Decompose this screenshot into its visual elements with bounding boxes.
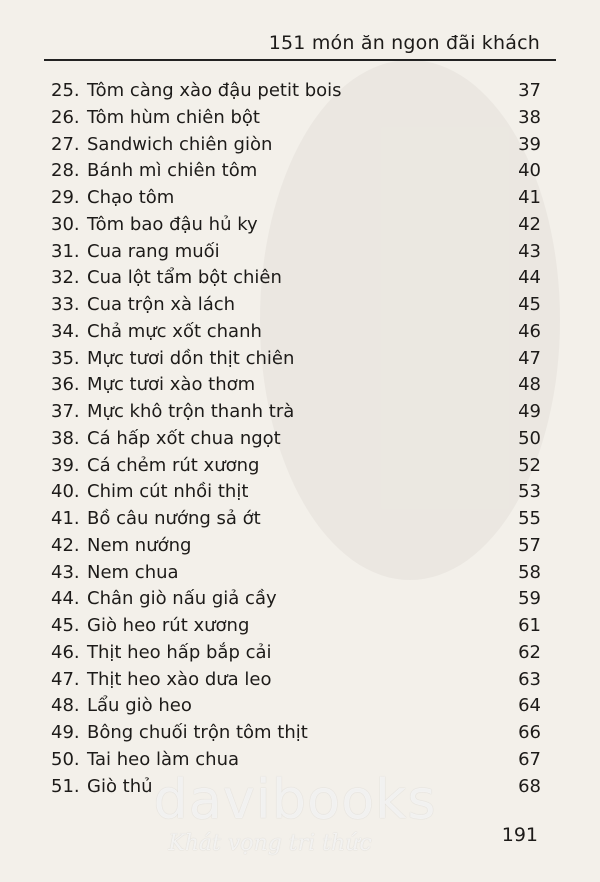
toc-entry — [51, 105, 541, 132]
entry-page-number: 61 — [518, 615, 541, 636]
entry-title: Cá chẻm rút xương — [87, 454, 260, 476]
entry-number: 25. — [51, 80, 80, 101]
entry-title: Chả mực xốt chanh — [87, 320, 262, 342]
entry-title: Chạo tôm — [87, 187, 175, 208]
toc-entry — [51, 426, 541, 453]
entry-number: 38. — [51, 427, 80, 449]
toc-entry — [51, 265, 541, 292]
toc-entry — [51, 372, 541, 399]
toc-entry — [51, 560, 541, 587]
entry-page-number: 66 — [518, 722, 541, 743]
entry-number: 34. — [51, 320, 80, 342]
entry-title: Bông chuối trộn tôm thịt — [87, 722, 308, 743]
entry-title: Mực tươi dồn thịt chiên — [87, 347, 295, 369]
entry-title: Giò heo rút xương — [87, 615, 250, 636]
toc-entry — [51, 453, 541, 480]
watermark-brand: davibooks — [153, 768, 437, 831]
entry-title: Cua rang muối — [87, 240, 220, 262]
entry-number: 30. — [51, 213, 80, 235]
entry-title: Mực tươi xào thơm — [87, 374, 256, 396]
entry-number: 47. — [51, 668, 80, 690]
entry-number: 27. — [51, 133, 80, 155]
entry-number: 29. — [51, 187, 80, 208]
entry-number: 36. — [51, 374, 80, 396]
toc-entry — [51, 292, 541, 319]
toc-entry — [51, 586, 541, 613]
entry-title: Cua trộn xà lách — [87, 294, 236, 315]
entry-page-number: 52 — [518, 454, 541, 476]
entry-number: 35. — [51, 347, 80, 369]
entry-page-number: 49 — [518, 401, 541, 422]
entry-page-number: 41 — [518, 187, 541, 208]
entry-page-number: 67 — [518, 748, 541, 770]
toc-entry — [51, 613, 541, 640]
entry-page-number: 63 — [518, 668, 541, 690]
entry-page-number: 43 — [518, 240, 541, 262]
toc-entry — [51, 132, 541, 159]
entry-number: 42. — [51, 534, 80, 556]
entry-number: 45. — [51, 615, 80, 636]
entry-page-number: 38 — [518, 106, 541, 128]
toc-entry — [51, 185, 541, 212]
entry-title: Nem chua — [87, 561, 179, 583]
entry-title: Lẩu giò heo — [87, 695, 192, 717]
entry-number: 32. — [51, 267, 80, 289]
toc-entry — [51, 693, 541, 720]
watermark-slogan: Khát vọng tri thức — [168, 831, 372, 856]
entry-title: Tai heo làm chua — [87, 748, 240, 770]
toc-entry — [51, 346, 541, 373]
entry-number: 37. — [51, 401, 80, 422]
header-divider — [44, 59, 556, 61]
entry-number: 48. — [51, 695, 80, 717]
entry-number: 28. — [51, 160, 80, 182]
toc-entry — [51, 533, 541, 560]
toc-entry — [51, 479, 541, 506]
toc-entry — [51, 78, 541, 105]
entry-page-number: 44 — [518, 267, 541, 289]
entry-page-number: 40 — [518, 160, 541, 182]
entry-number: 39. — [51, 454, 80, 476]
entry-number: 26. — [51, 106, 80, 128]
entry-page-number: 37 — [518, 80, 541, 101]
entry-page-number: 39 — [518, 133, 541, 155]
entry-title: Thịt heo xào dưa leo — [87, 668, 272, 690]
running-header-title: 151 món ăn ngon đãi khách — [268, 32, 540, 54]
page-number: 191 — [501, 824, 538, 846]
entry-title: Thịt heo hấp bắp cải — [87, 641, 272, 663]
entry-page-number: 57 — [518, 534, 541, 556]
toc-entry — [51, 720, 541, 747]
entry-title: Tôm càng xào đậu petit bois — [87, 80, 342, 101]
entry-page-number: 68 — [518, 775, 541, 797]
entry-page-number: 42 — [518, 213, 541, 235]
toc-entry — [51, 640, 541, 667]
toc-entry — [51, 506, 541, 533]
toc-entry — [51, 399, 541, 426]
entry-page-number: 46 — [518, 320, 541, 342]
entry-number: 40. — [51, 481, 80, 503]
entry-page-number: 64 — [518, 695, 541, 717]
entry-page-number: 47 — [518, 347, 541, 369]
entry-number: 43. — [51, 561, 80, 583]
entry-title: Bồ câu nướng sả ớt — [87, 508, 261, 529]
entry-title: Cá hấp xốt chua ngọt — [87, 427, 281, 449]
entry-page-number: 45 — [518, 294, 541, 315]
entry-title: Nem nướng — [87, 534, 192, 556]
entry-page-number: 62 — [518, 641, 541, 663]
entry-title: Giò thủ — [87, 775, 153, 797]
entry-number: 49. — [51, 722, 80, 743]
entry-title: Bánh mì chiên tôm — [87, 160, 258, 182]
entry-number: 44. — [51, 588, 80, 610]
toc-entry — [51, 319, 541, 346]
entry-page-number: 59 — [518, 588, 541, 610]
entry-number: 41. — [51, 508, 80, 529]
toc-entry — [51, 667, 541, 694]
entry-number: 51. — [51, 775, 80, 797]
entry-number: 33. — [51, 294, 80, 315]
toc-entry — [51, 747, 541, 774]
entry-title: Tôm bao đậu hủ ky — [87, 213, 258, 235]
toc-entry — [51, 158, 541, 185]
entry-page-number: 50 — [518, 427, 541, 449]
toc-entry — [51, 774, 541, 801]
entry-title: Tôm hùm chiên bột — [87, 106, 260, 128]
entry-title: Cua lột tẩm bột chiên — [87, 267, 282, 289]
entry-page-number: 53 — [518, 481, 541, 503]
entry-title: Mực khô trộn thanh trà — [87, 401, 295, 422]
entry-title: Chim cút nhồi thịt — [87, 481, 249, 503]
table-of-contents — [51, 78, 541, 800]
entry-number: 50. — [51, 748, 80, 770]
entry-title: Chân giò nấu giả cầy — [87, 588, 277, 610]
entry-number: 31. — [51, 240, 80, 262]
entry-page-number: 55 — [518, 508, 541, 529]
toc-entry — [51, 239, 541, 266]
entry-title: Sandwich chiên giòn — [87, 133, 273, 155]
toc-entry — [51, 212, 541, 239]
entry-number: 46. — [51, 641, 80, 663]
entry-page-number: 48 — [518, 374, 541, 396]
entry-page-number: 58 — [518, 561, 541, 583]
